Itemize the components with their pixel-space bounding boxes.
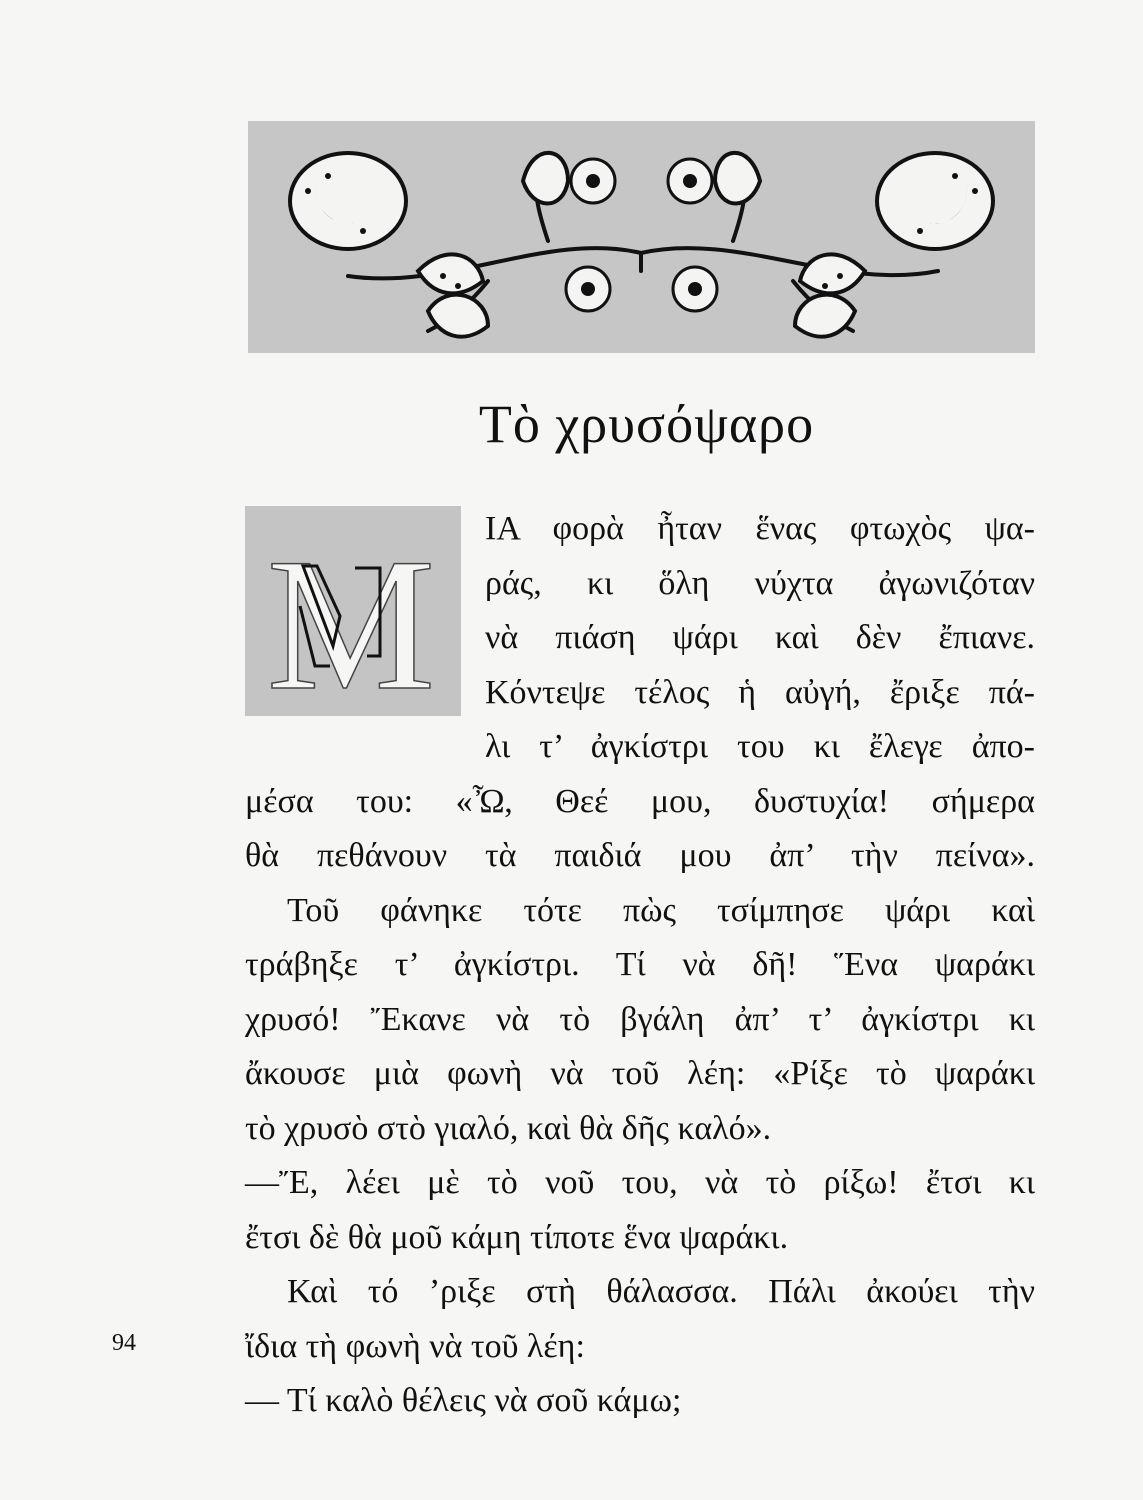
text-line: Κόντεψε τέλος ἡ αὐγή, ἔριξε πά-	[485, 673, 1035, 711]
text-line: νὰ πιάση ψάρι καὶ δὲν ἔπιανε.	[485, 619, 1035, 656]
text-line: Καὶ τό ’ριξε στὴ θάλασσα. Πάλι ἀκούει τὴν	[287, 1273, 1035, 1310]
text-line: ράς, κι ὅλη νύχτα ἀγωνιζόταν	[485, 564, 1035, 602]
page-number: 94	[112, 1330, 136, 1356]
floral-ornament-banner	[248, 121, 1035, 353]
text-line: ἄκουσε μιὰ φωνὴ νὰ τοῦ λέη: «Ρίξε τὸ ψαράκι	[245, 1055, 1035, 1092]
text-line: τράβηξε τ’ ἀγκίστρι. Τί νὰ δῆ! Ἕνα ψαράκι	[245, 946, 1035, 983]
text-line: ἴδια τὴ φωνὴ νὰ τοῦ λέη:	[245, 1327, 585, 1365]
text-line: τὸ χρυσὸ στὸ γιαλό, καὶ θὰ δῆς καλό».	[245, 1109, 772, 1147]
text-line: ἔτσι δὲ θὰ μοῦ κάμη τίποτε ἕνα ψαράκι.	[245, 1218, 789, 1256]
text-line: χρυσό! Ἔκανε νὰ τὸ βγάλη ἀπ’ τ’ ἀγκίστρι κι	[245, 1000, 1035, 1038]
text-line: λι τ’ ἀγκίστρι του κι ἔλεγε ἀπο-	[485, 728, 1035, 765]
story-text	[245, 502, 1035, 1429]
text-line: θὰ πεθάνουν τὰ παιδιά μου ἀπ’ τὴν πείνα».	[245, 837, 1035, 874]
text-line: Τοῦ φάνηκε τότε πὼς τσίμπησε ψάρι καὶ	[287, 891, 1035, 929]
floral-ornament-icon	[248, 121, 1035, 353]
text-line: μέσα του: «Ὦ, Θεέ μου, δυστυχία! σήμερα	[245, 782, 1035, 820]
text-line: — Τί καλὸ θέλεις νὰ σοῦ κάμω;	[245, 1382, 682, 1419]
drop-cap-letter: Μ	[266, 520, 436, 716]
text-line: —Ἔ, λέει μὲ τὸ νοῦ του, νὰ τὸ ρίξω! ἔτσι κι	[245, 1164, 1035, 1201]
text-line: ΙΑ φορὰ ἦταν ἕνας φτωχὸς ψα-	[485, 510, 1035, 547]
page-title: Τὸ χρυσόψαρο	[478, 394, 815, 454]
